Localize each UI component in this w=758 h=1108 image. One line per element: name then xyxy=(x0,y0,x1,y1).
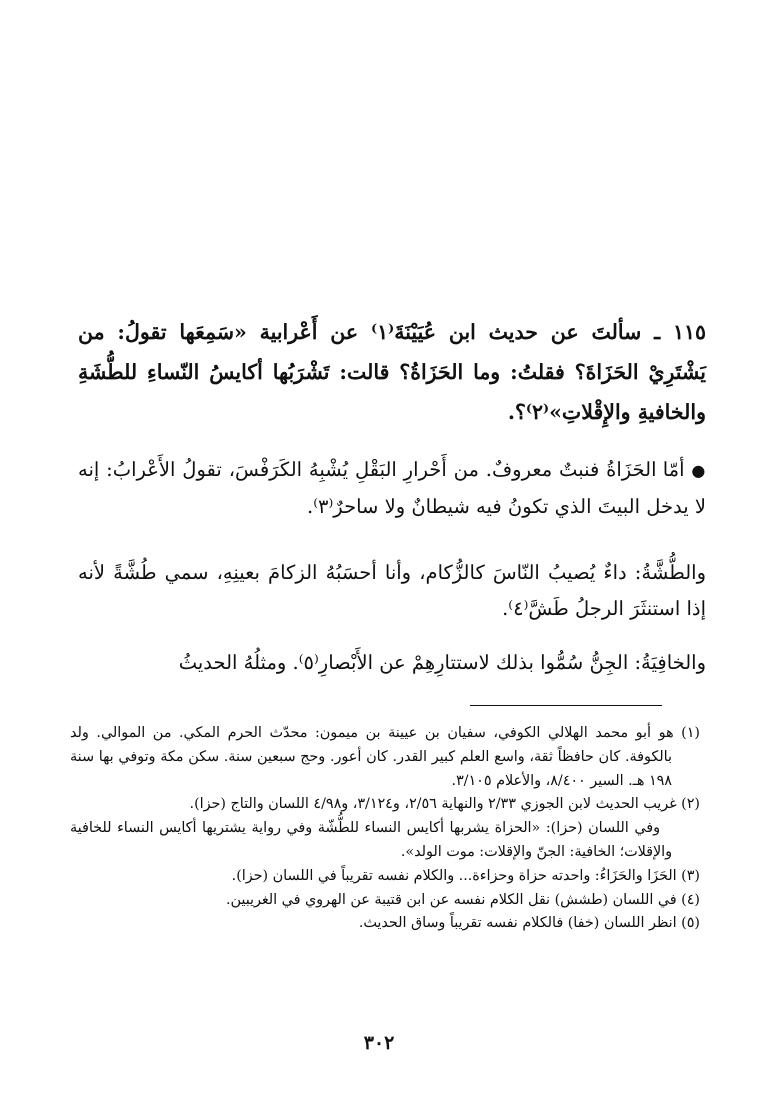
footnote-separator xyxy=(470,705,662,706)
paragraph-khafiya: والخافِيَةُ: الجِنُّ سُمُّوا بذلك لاستتارِهِمْ عن الأَبْصارِ⁽٥⁾. ومثلُهُ الحديثُ xyxy=(178,651,706,674)
entry-number: ١١٥ xyxy=(672,320,706,344)
footnote-5: (٥) انظر اللسان (خفا) فالكلام نفسه تقريباً وساق الحديث. xyxy=(358,915,700,932)
page-number: ٣٠٢ xyxy=(363,1032,395,1054)
footnote-2-continued: وفي اللسان (حزا): «الحزاة يشربها أكايس النساء للطُّشّة وفي رواية يشتريها أكايس النساء للخافية والإقلات؛ الخافية: الجنّ والإقلات: موت الولد». xyxy=(70,820,672,860)
paragraph-hazat xyxy=(78,452,706,525)
footnote-4: (٤) في اللسان (طشش) نقل الكلام نفسه عن ابن قتيبة عن الهروي في الغريبين. xyxy=(225,891,700,908)
footnotes xyxy=(70,722,700,936)
paragraph-hazat-text: أمّا الحَزَاةُ فنبتٌ معروفٌ. من أَحْرارِ البَقْلِ يُشْبِهُ الكَرَفْسَ، تقولُ الأَعْرابُ: إنه لا يدخل البيتَ الذي تكونُ فيه شيطانٌ ولا ساحرٌ⁽٣⁾. xyxy=(78,458,706,518)
footnote-3: (٣) الحَزَا والحَزَاءُ: واحدته حزاة وحزاءة... والكلام نفسه تقريباً في اللسان (حزا). xyxy=(231,867,700,884)
paragraph-tushsha: والطُّشَّةُ: داءٌ يُصيبُ النّاسَ كالزُّكام، وأنا أحسَبُهُ الزكامَ بعينِهِ، سمي طُشَّةً لأنه إذا استنثَرَ الرجلُ طَشَّ⁽٤⁾. xyxy=(78,561,707,620)
footnote-2: (٢) غريب الحديث لابن الجوزي ٢/٣٣ والنهاية ٢/٥٦، و٣/١٢٤، و٤/٩٨ اللسان والتاج (حزا). xyxy=(189,796,700,813)
entry-question-text: ـ سألتَ عن حديث ابن عُيَيْنَةَ⁽١⁾ عن أَعْرابية «سَمِعَها تقولُ: من يَشْتَرِيْ الحَزَاةَ؟ فقلتُ: وما الحَزَاةُ؟ قالت: تَشْرَبُها أكايسُ النّساءِ للطُّشَةِ والخافيةِ والإِقْلاتِ»⁽٢⁾؟. xyxy=(78,320,706,424)
entry-115 xyxy=(78,312,706,432)
footnote-1: (١) هو أبو محمد الهلالي الكوفي، سفيان بن عيينة بن ميمون: محدّث الحرم المكي. من الموالي. ولد بالكوفة. كان حافظاً ثقة، واسع العلم كبير القدر. كان أعور. وحج سبعين سنة. سكن مكة وتوفي بها سنة ١٩٨ هـ. السير ٨/٤٠٠، والأعلام ٣/١٠٥. xyxy=(70,725,700,789)
bullet-icon: ● xyxy=(691,461,707,480)
